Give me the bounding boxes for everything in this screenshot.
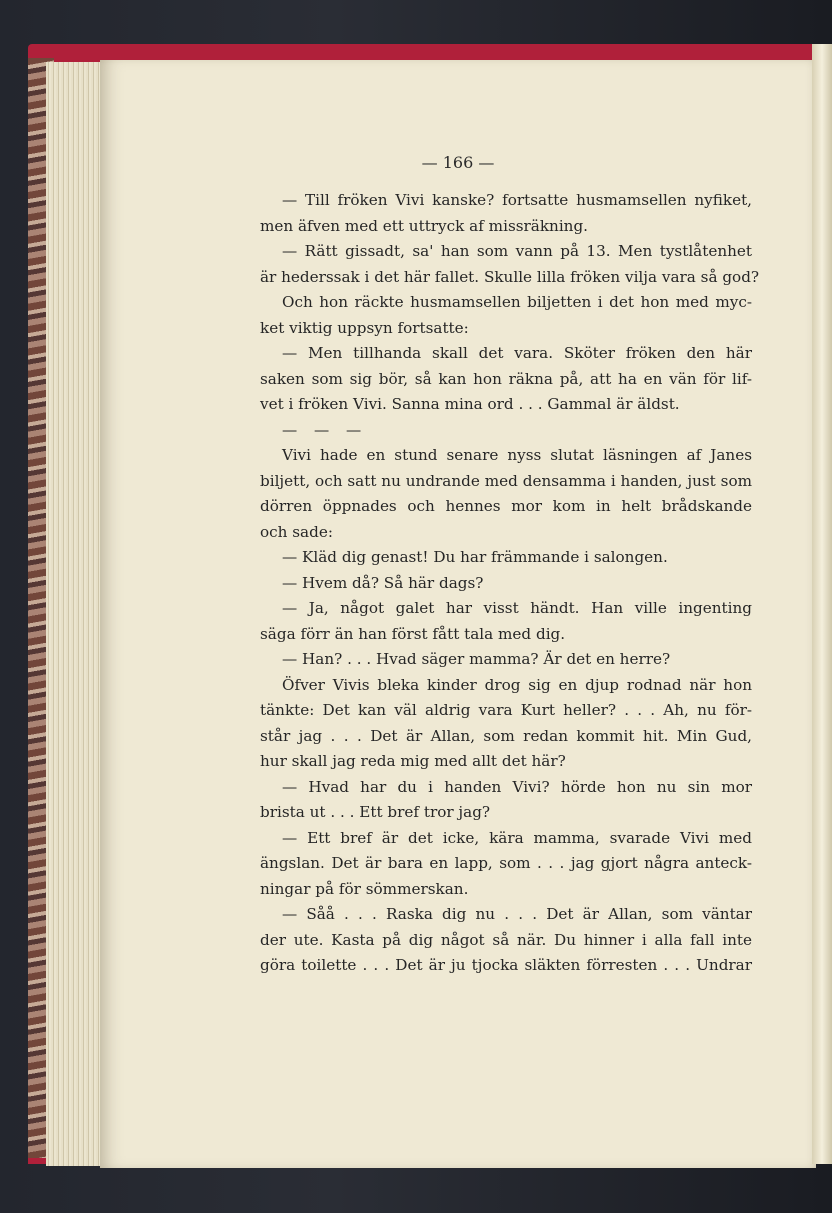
text-line: men äfven med ett uttryck af missräkning. — [260, 216, 589, 235]
text-line: der ute. Kasta på dig något så när. Du hinner i alla fall inte — [260, 930, 752, 949]
text-line: hur skall jag reda mig med allt det här? — [260, 752, 566, 770]
text-line: Och hon räckte husmamsellen biljetten i det hon med myc- — [282, 293, 752, 311]
text-line: — Ett bref är det icke, kära mamma, svarade Vivi med — [282, 828, 752, 847]
text-line: — Till fröken Vivi kanske? fortsatte husmamsellen nyfiket, — [282, 191, 752, 209]
right-page-edge — [812, 44, 832, 1164]
text-line: — Hvad har du i handen Vivi? hörde hon nu sin mor — [282, 777, 752, 796]
text-line: biljett, och satt nu undrande med densamma i handen, just som — [260, 471, 752, 490]
text-line: — Rätt gissadt, sa' han som vann på 13. Men tystlåtenhet — [282, 242, 752, 260]
text-line: Öfver Vivis bleka kinder drog sig en djup rodnad när hon — [282, 675, 752, 694]
text-line: Vivi hade en stund senare nyss slutat läsningen af Janes — [282, 446, 752, 464]
text-line: — Ja, något galet har visst händt. Han ville ingenting — [282, 599, 752, 617]
text-line: göra toilette . . . Det är ju tjocka släkten förresten . . . Undrar — [260, 956, 752, 974]
text-line: tänkte: Det kan väl aldrig vara Kurt heller? . . . Ah, nu för- — [260, 701, 752, 719]
text-line: brista ut . . . Ett bref tror jag? — [260, 803, 491, 821]
text-line: saken som sig bör, så kan hon räkna på, att ha en vän för lif- — [260, 369, 752, 388]
text-line: — Såå . . . Raska dig nu . . . Det är Allan, som väntar — [282, 905, 752, 923]
page-text — [260, 188, 760, 979]
text-line: — Men tillhanda skall det vara. Sköter fröken den här — [282, 344, 752, 362]
text-line: ningar på för sömmerskan. — [260, 879, 469, 898]
text-line: — Kläd dig genast! Du har främmande i salongen. — [282, 548, 668, 566]
text-line: är hederssak i det här fallet. Skulle lilla fröken vilja vara så god? — [260, 267, 760, 286]
text-line: dörren öppnades och hennes mor kom in helt brådskande — [260, 497, 752, 515]
text-line: säga förr än han först fått tala med dig. — [260, 624, 566, 643]
text-line: — — — — [282, 420, 368, 439]
text-line: — Han? . . . Hvad säger mamma? Är det en herre? — [282, 650, 671, 668]
page-number: — 166 — — [421, 153, 495, 172]
text-line: — Hvem då? Så här dags? — [282, 573, 484, 592]
text-line: och sade: — [260, 522, 333, 541]
text-line: ket viktig uppsyn fortsatte: — [260, 318, 469, 337]
text-line: vet i fröken Vivi. Sanna mina ord . . . Gammal är äldst. — [260, 395, 680, 413]
text-line: står jag . . . Det är Allan, som redan kommit hit. Min Gud, — [260, 726, 752, 745]
text-line: ängslan. Det är bara en lapp, som . . . jag gjort några anteck- — [260, 854, 752, 872]
